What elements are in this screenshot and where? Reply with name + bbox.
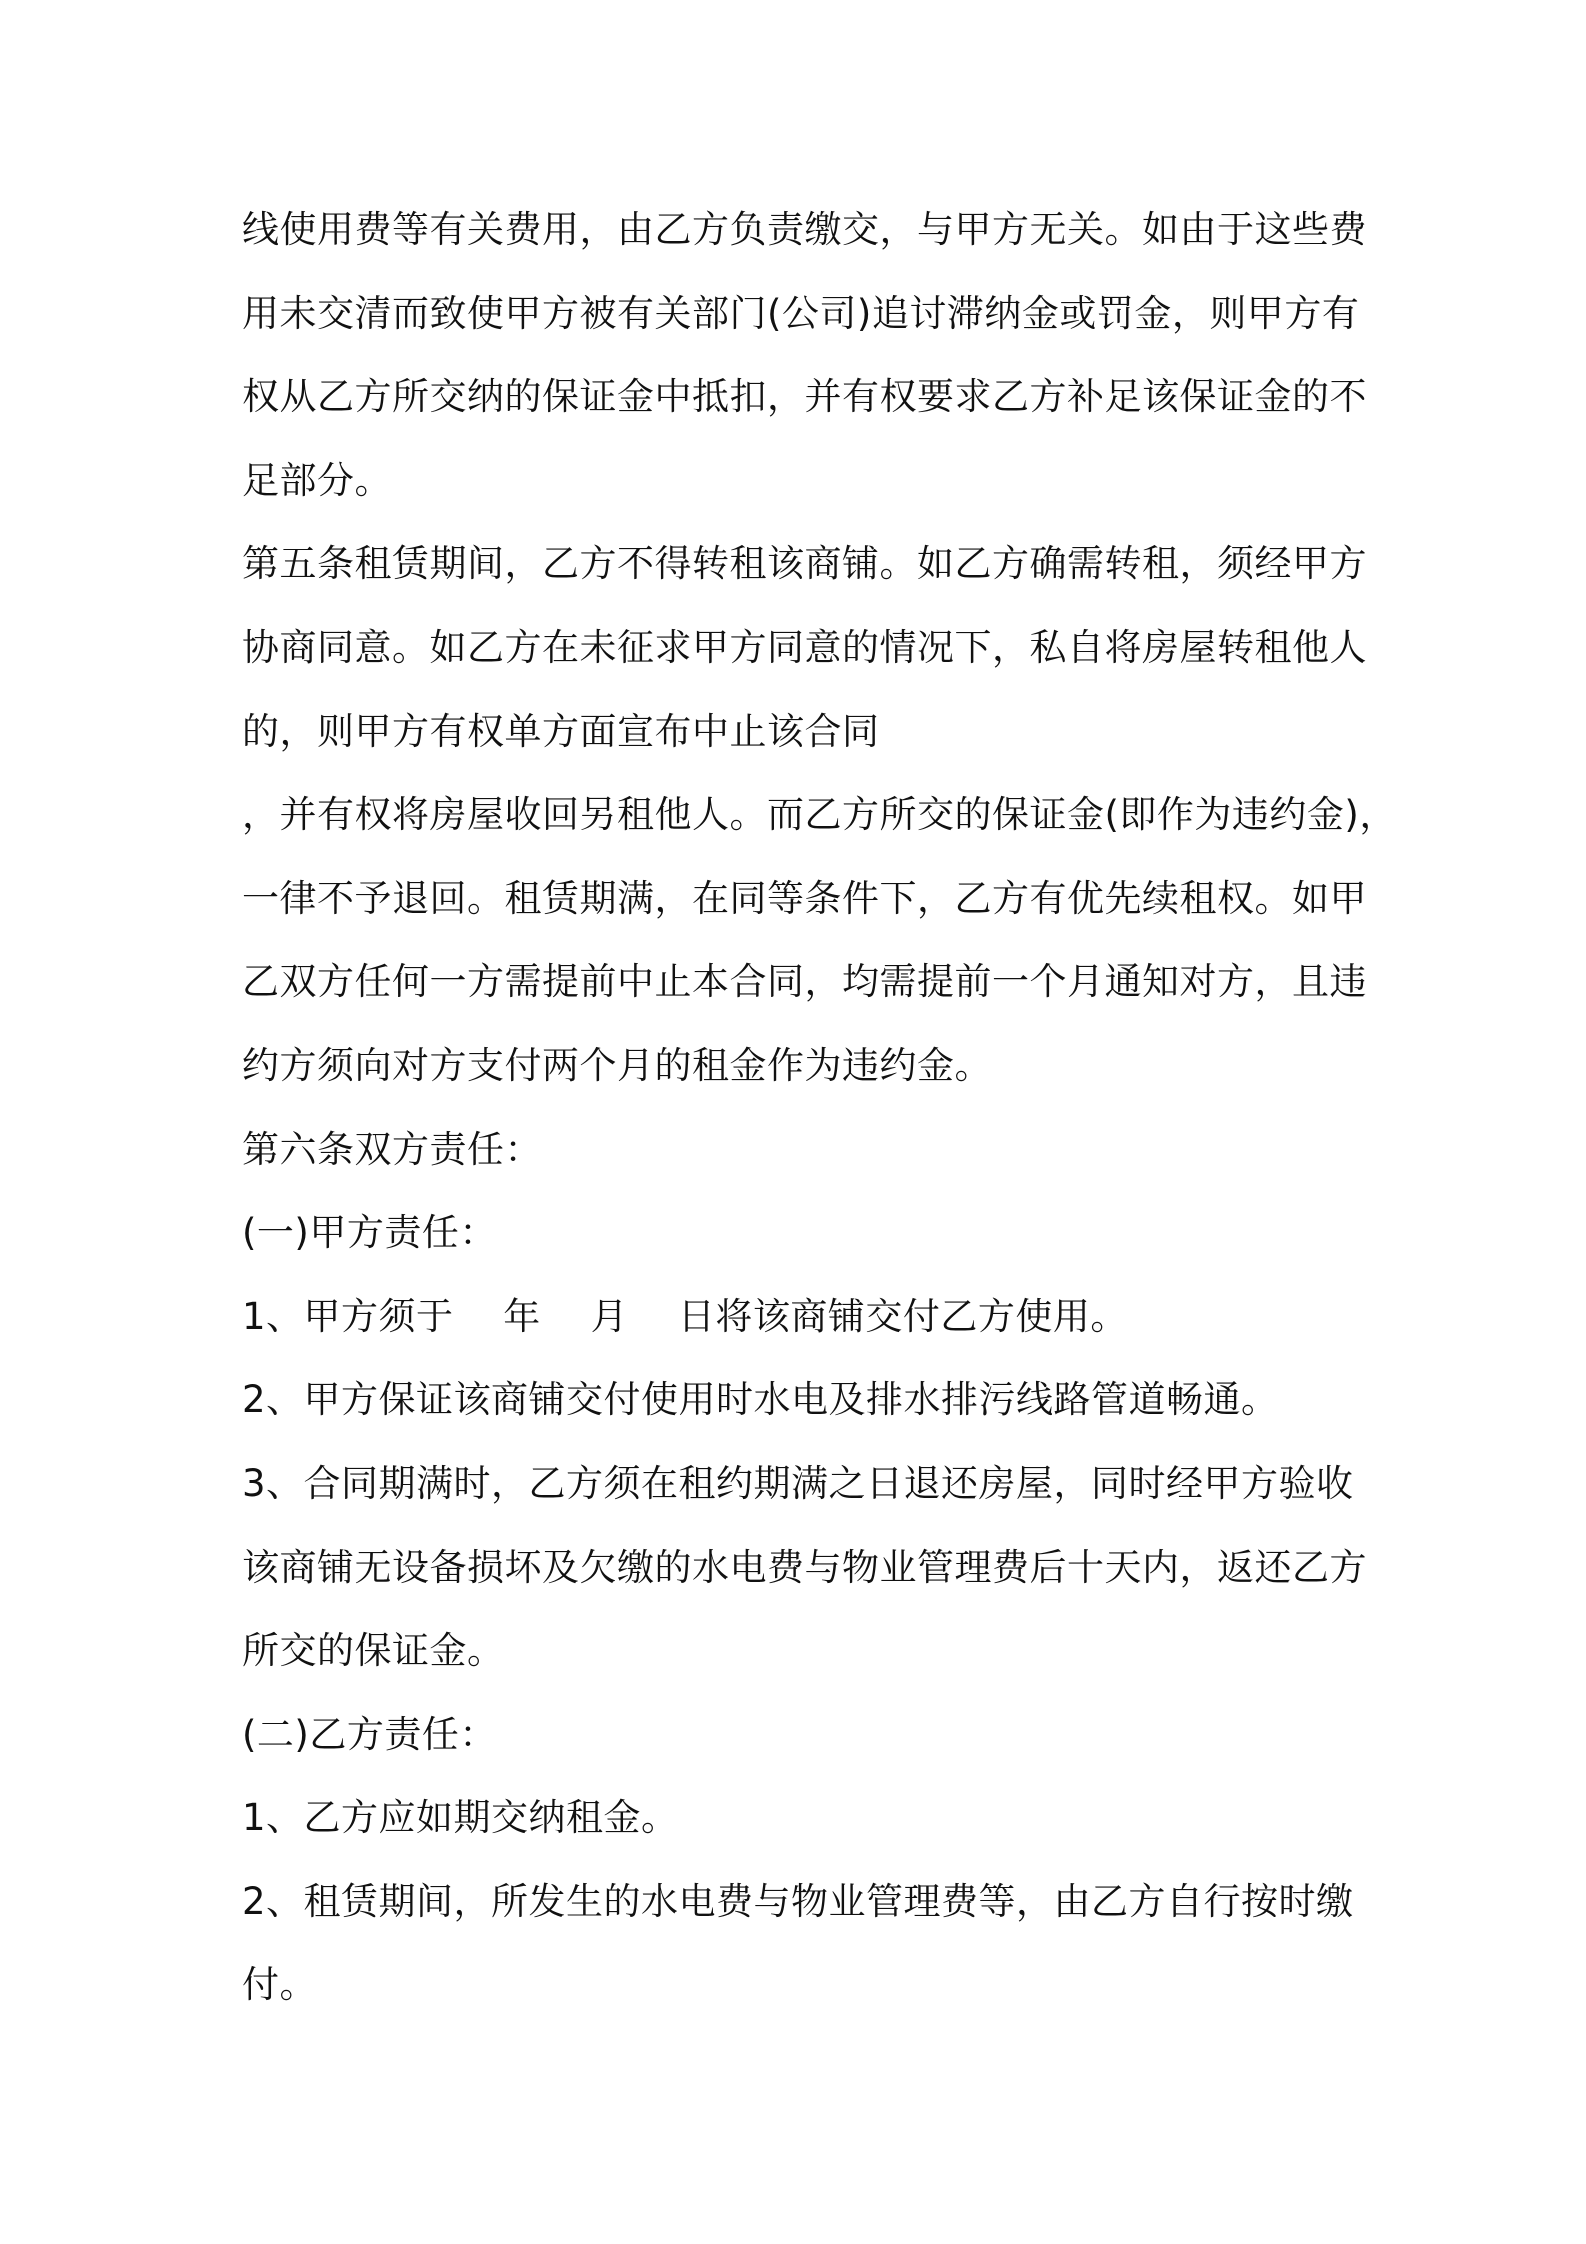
text-line: 该商铺无设备损坏及欠缴的水电费与物业管理费后十天内，返还乙方 <box>242 1545 1367 1589</box>
text-line: 一律不予退回。租赁期满，在同等条件下，乙方有优先续租权。如甲 <box>242 876 1367 920</box>
text-line: 约方须向对方支付两个月的租金作为违约金。 <box>242 1043 992 1087</box>
subsection-heading: (二)乙方责任： <box>242 1712 497 1756</box>
text-line: 权从乙方所交纳的保证金中抵扣，并有权要求乙方补足该保证金的不 <box>242 375 1367 419</box>
text-line: 所交的保证金。 <box>242 1629 505 1673</box>
text-line: 协商同意。如乙方在未征求甲方同意的情况下，私自将房屋转租他人 <box>242 625 1367 669</box>
text-line: 用未交清而致使甲方被有关部门(公司)追讨滞纳金或罚金，则甲方有 <box>242 291 1360 335</box>
subsection-heading: (一)甲方责任： <box>242 1211 497 1255</box>
text-line: 足部分。 <box>242 458 392 502</box>
list-item: 1、乙方应如期交纳租金。 <box>242 1796 679 1840</box>
text-line: 的，则甲方有权单方面宣布中止该合同 <box>242 709 880 753</box>
document-body <box>242 188 1397 2027</box>
list-item: 3、合同期满时，乙方须在租约期满之日退还房屋，同时经甲方验收 <box>242 1461 1354 1505</box>
section-heading: 第六条双方责任： <box>242 1127 542 1171</box>
list-item: 1、甲方须于 年 月 日将该商铺交付乙方使用。 <box>242 1294 1128 1338</box>
text-line: 付。 <box>242 1963 317 2007</box>
text-line: 线使用费等有关费用，由乙方负责缴交，与甲方无关。如由于这些费 <box>242 208 1367 251</box>
list-item: 2、租赁期间，所发生的水电费与物业管理费等，由乙方自行按时缴 <box>242 1879 1354 1923</box>
text-line: 乙双方任何一方需提前中止本合同，均需提前一个月通知对方，且违 <box>242 960 1367 1004</box>
text-line: ，并有权将房屋收回另租他人。而乙方所交的保证金(即作为违约金)， <box>242 793 1397 837</box>
list-item: 2、甲方保证该商铺交付使用时水电及排水排污线路管道畅通。 <box>242 1378 1279 1422</box>
text-line: 第五条租赁期间，乙方不得转租该商铺。如乙方确需转租，须经甲方 <box>242 542 1367 586</box>
